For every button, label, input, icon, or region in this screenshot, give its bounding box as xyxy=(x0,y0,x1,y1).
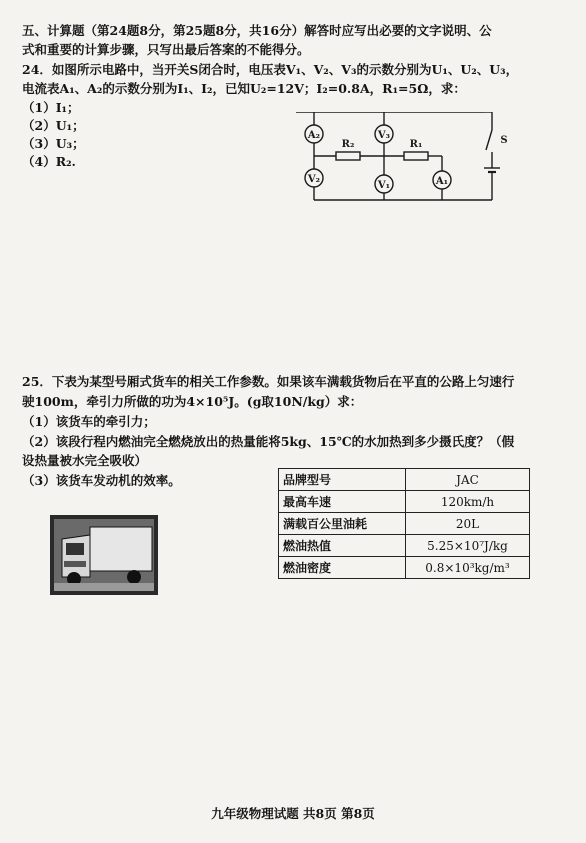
q24-part-4: （4）R₂. xyxy=(22,154,76,169)
param-key-heat-value: 燃油热值 xyxy=(279,535,406,557)
param-key-max-speed: 最高车速 xyxy=(279,491,406,513)
param-value-brand: JAC xyxy=(406,469,530,491)
section-heading-line1: 五、计算题（第24题8分，第25题8分，共16分）解答时应写出必要的文字说明、公 xyxy=(22,23,492,38)
circuit-diagram xyxy=(296,112,521,207)
q24-stem-line2: 电流表A₁、A₂的示数分别为I₁、I₂，已知U₂=12V；I₂=0.8A，R₁=5Ω，求： xyxy=(22,81,466,96)
param-value-max-speed: 120km/h xyxy=(406,491,530,513)
page-footer: 九年级物理试题 共8页 第8页 xyxy=(211,806,375,821)
param-value-fuel-density: 0.8×10³kg/m³ xyxy=(406,557,530,579)
switch-blade xyxy=(486,130,492,150)
q24-part-1: （1）I₁； xyxy=(22,100,80,115)
label-r2: R₂ xyxy=(341,139,355,150)
resistor-r1 xyxy=(404,152,428,160)
label-a1: A₁ xyxy=(435,176,449,187)
q24-part-3: （3）U₃； xyxy=(22,136,85,151)
table-row xyxy=(279,469,530,491)
q25-stem-line2: 驶100m，牵引力所做的功为4×10⁵J。(g取10N/kg）求： xyxy=(22,394,363,409)
q25-part-2: （2）该段行程内燃油完全燃烧放出的热量能将5kg、15℃的水加热到多少摄氏度？（假 xyxy=(22,434,515,449)
truck-windshield xyxy=(66,543,84,555)
truck-rear-wheel xyxy=(127,570,141,584)
truck-cab xyxy=(62,535,90,577)
param-key-fuel-consumption: 满载百公里油耗 xyxy=(279,513,406,535)
truck-road xyxy=(54,583,154,591)
label-r1: R₁ xyxy=(409,139,423,150)
truck-parameters-table xyxy=(278,468,530,579)
param-value-fuel-consumption: 20L xyxy=(406,513,530,535)
q24-part-2: （2）U₁； xyxy=(22,118,85,133)
q25-part-3: （3）该货车发动机的效率。 xyxy=(22,473,181,488)
q25-stem-line1: 25．下表为某型号厢式货车的相关工作参数。如果该车满载货物后在平直的公路上匀速行 xyxy=(22,374,515,389)
param-value-heat-value: 5.25×10⁷J/kg xyxy=(406,535,530,557)
q25-part-2-cont: 设热量被水完全吸收） xyxy=(22,453,148,468)
section-heading-line2: 式和重要的计算步骤，只写出最后答案的不能得分。 xyxy=(22,42,310,57)
table-row xyxy=(279,535,530,557)
label-v1: V₁ xyxy=(377,180,391,191)
label-v3: V₃ xyxy=(377,130,391,141)
table-row xyxy=(279,557,530,579)
param-key-fuel-density: 燃油密度 xyxy=(279,557,406,579)
table-row xyxy=(279,491,530,513)
resistor-r2 xyxy=(336,152,360,160)
truck-cargo-box xyxy=(90,527,152,571)
table-row xyxy=(279,513,530,535)
label-switch: S xyxy=(500,135,508,146)
truck-grille xyxy=(64,561,86,567)
label-a2: A₂ xyxy=(307,130,321,141)
label-v2: V₂ xyxy=(307,174,321,185)
q25-part-1: （1）该货车的牵引力； xyxy=(22,414,156,429)
truck-image xyxy=(50,515,158,595)
param-key-brand: 品牌型号 xyxy=(279,469,406,491)
q24-stem-line1: 24．如图所示电路中，当开关S闭合时，电压表V₁、V₂、V₃的示数分别为U₁、U₂、U₃， xyxy=(22,62,519,77)
